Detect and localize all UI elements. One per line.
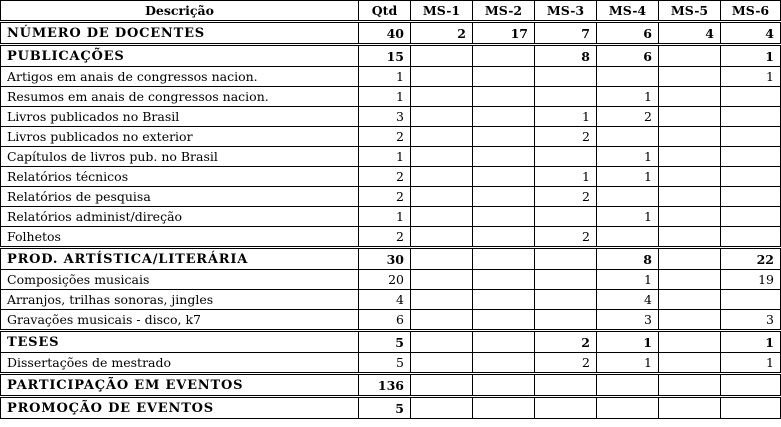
row-label: Composições musicais [1, 270, 359, 290]
section-value-cell: 15 [359, 45, 411, 67]
row-value-cell [473, 310, 535, 331]
row-value-cell [473, 147, 535, 167]
row-value-cell [721, 107, 781, 127]
section-value-cell: 4 [721, 22, 781, 45]
row-label: Dissertações de mestrado [1, 353, 359, 374]
row-value-cell: 1 [597, 353, 659, 374]
row-value-cell: 1 [359, 67, 411, 87]
row-value-cell [473, 87, 535, 107]
row-value-cell: 2 [597, 107, 659, 127]
section-value-cell: 6 [597, 45, 659, 67]
column-header: MS-1 [411, 1, 473, 22]
row-value-cell: 2 [359, 187, 411, 207]
section-value-cell [721, 397, 781, 419]
row-value-cell [721, 87, 781, 107]
row-value-cell: 1 [359, 87, 411, 107]
row-value-cell [659, 187, 721, 207]
row-value-cell [659, 127, 721, 147]
row-value-cell: 19 [721, 270, 781, 290]
row-value-cell: 3 [597, 310, 659, 331]
row-value-cell [473, 67, 535, 87]
row-value-cell: 1 [597, 207, 659, 227]
table-row [1, 127, 781, 147]
table-row [1, 227, 781, 248]
row-value-cell [535, 270, 597, 290]
row-value-cell [473, 290, 535, 310]
row-label: Arranjos, trilhas sonoras, jingles [1, 290, 359, 310]
column-header: Qtd [359, 1, 411, 22]
section-value-cell: 7 [535, 22, 597, 45]
table-row [1, 353, 781, 374]
row-value-cell: 1 [535, 107, 597, 127]
section-row [1, 374, 781, 397]
section-value-cell: 1 [721, 45, 781, 67]
row-value-cell [659, 167, 721, 187]
section-title: NÚMERO DE DOCENTES [1, 22, 359, 45]
row-value-cell: 6 [359, 310, 411, 331]
section-value-cell [535, 397, 597, 419]
table-row [1, 167, 781, 187]
section-row [1, 331, 781, 353]
row-value-cell [411, 67, 473, 87]
section-value-cell [473, 331, 535, 353]
row-value-cell [659, 310, 721, 331]
section-value-cell: 17 [473, 22, 535, 45]
row-value-cell [411, 107, 473, 127]
section-value-cell [473, 374, 535, 397]
row-value-cell: 2 [535, 127, 597, 147]
section-row [1, 45, 781, 67]
row-value-cell [411, 227, 473, 248]
row-value-cell [411, 353, 473, 374]
row-value-cell [721, 147, 781, 167]
section-value-cell [659, 248, 721, 270]
row-value-cell [659, 207, 721, 227]
row-value-cell [411, 127, 473, 147]
row-value-cell [721, 290, 781, 310]
row-label: Gravações musicais - disco, k7 [1, 310, 359, 331]
section-value-cell: 30 [359, 248, 411, 270]
row-value-cell [535, 67, 597, 87]
section-value-cell: 6 [597, 22, 659, 45]
section-value-cell: 4 [659, 22, 721, 45]
row-value-cell [659, 67, 721, 87]
section-value-cell [597, 374, 659, 397]
section-row [1, 397, 781, 419]
row-value-cell: 4 [359, 290, 411, 310]
row-label: Capítulos de livros pub. no Brasil [1, 147, 359, 167]
row-value-cell: 1 [597, 167, 659, 187]
section-title: PUBLICAÇÕES [1, 45, 359, 67]
section-value-cell [721, 374, 781, 397]
row-value-cell: 2 [535, 187, 597, 207]
column-header: MS-6 [721, 1, 781, 22]
section-value-cell: 2 [411, 22, 473, 45]
row-value-cell [721, 127, 781, 147]
column-header: MS-2 [473, 1, 535, 22]
row-value-cell [473, 227, 535, 248]
row-value-cell: 1 [721, 353, 781, 374]
row-value-cell: 1 [597, 270, 659, 290]
section-row [1, 248, 781, 270]
table-row [1, 107, 781, 127]
row-value-cell [411, 290, 473, 310]
row-value-cell: 5 [359, 353, 411, 374]
table-row [1, 147, 781, 167]
row-value-cell: 20 [359, 270, 411, 290]
row-value-cell [597, 187, 659, 207]
section-value-cell: 5 [359, 331, 411, 353]
row-label: Relatórios administ/direção [1, 207, 359, 227]
row-label: Resumos em anais de congressos nacion. [1, 87, 359, 107]
section-value-cell [659, 45, 721, 67]
row-value-cell: 2 [359, 127, 411, 147]
row-value-cell [597, 127, 659, 147]
section-value-cell [597, 397, 659, 419]
table-row [1, 310, 781, 331]
row-label: Livros publicados no exterior [1, 127, 359, 147]
row-value-cell [473, 127, 535, 147]
row-value-cell [473, 107, 535, 127]
row-value-cell: 1 [359, 207, 411, 227]
row-value-cell [535, 207, 597, 227]
row-label: Relatórios de pesquisa [1, 187, 359, 207]
column-header: MS-3 [535, 1, 597, 22]
section-value-cell: 5 [359, 397, 411, 419]
row-value-cell [721, 167, 781, 187]
section-title: TESES [1, 331, 359, 353]
section-value-cell [473, 397, 535, 419]
row-value-cell [659, 270, 721, 290]
row-value-cell: 2 [535, 227, 597, 248]
table-row [1, 187, 781, 207]
row-value-cell [659, 107, 721, 127]
row-value-cell [411, 270, 473, 290]
row-value-cell [535, 290, 597, 310]
column-header: Descrição [1, 1, 359, 22]
section-value-cell [411, 248, 473, 270]
section-value-cell: 2 [535, 331, 597, 353]
row-value-cell [473, 187, 535, 207]
row-label: Artigos em anais de congressos nacion. [1, 67, 359, 87]
table-row [1, 270, 781, 290]
column-header: MS-5 [659, 1, 721, 22]
row-value-cell [411, 167, 473, 187]
section-value-cell [473, 45, 535, 67]
section-value-cell [411, 331, 473, 353]
section-title: PROMOÇÃO DE EVENTOS [1, 397, 359, 419]
row-value-cell [535, 87, 597, 107]
row-value-cell [597, 67, 659, 87]
table-row [1, 67, 781, 87]
row-value-cell [659, 147, 721, 167]
table-row [1, 290, 781, 310]
row-label: Livros publicados no Brasil [1, 107, 359, 127]
section-value-cell [535, 374, 597, 397]
row-value-cell [411, 87, 473, 107]
section-value-cell [411, 45, 473, 67]
row-value-cell: 1 [597, 147, 659, 167]
section-value-cell: 22 [721, 248, 781, 270]
table-row [1, 207, 781, 227]
section-value-cell: 40 [359, 22, 411, 45]
column-header: MS-4 [597, 1, 659, 22]
row-value-cell [473, 207, 535, 227]
section-value-cell: 136 [359, 374, 411, 397]
row-value-cell [411, 310, 473, 331]
row-value-cell [473, 353, 535, 374]
row-value-cell [411, 147, 473, 167]
row-value-cell [535, 147, 597, 167]
section-value-cell [411, 397, 473, 419]
row-value-cell [535, 310, 597, 331]
row-value-cell [597, 227, 659, 248]
row-value-cell [721, 187, 781, 207]
row-value-cell [721, 227, 781, 248]
row-label: Relatórios técnicos [1, 167, 359, 187]
header-row [1, 1, 781, 22]
row-value-cell: 2 [359, 227, 411, 248]
row-value-cell [659, 87, 721, 107]
section-row [1, 22, 781, 45]
row-value-cell: 1 [359, 147, 411, 167]
row-label: Folhetos [1, 227, 359, 248]
row-value-cell [659, 353, 721, 374]
row-value-cell: 3 [721, 310, 781, 331]
row-value-cell: 2 [535, 353, 597, 374]
row-value-cell [411, 187, 473, 207]
table-body [1, 22, 781, 419]
section-value-cell [535, 248, 597, 270]
section-value-cell [659, 397, 721, 419]
row-value-cell [411, 207, 473, 227]
section-title: PROD. ARTÍSTICA/LITERÁRIA [1, 248, 359, 270]
table-row [1, 87, 781, 107]
row-value-cell: 4 [597, 290, 659, 310]
row-value-cell [473, 270, 535, 290]
section-value-cell [473, 248, 535, 270]
row-value-cell: 2 [359, 167, 411, 187]
row-value-cell [659, 290, 721, 310]
section-value-cell: 1 [597, 331, 659, 353]
section-value-cell [659, 331, 721, 353]
row-value-cell: 1 [535, 167, 597, 187]
section-value-cell: 8 [597, 248, 659, 270]
section-value-cell [411, 374, 473, 397]
row-value-cell: 3 [359, 107, 411, 127]
section-title: PARTICIPAÇÃO EM EVENTOS [1, 374, 359, 397]
row-value-cell [721, 207, 781, 227]
row-value-cell [659, 227, 721, 248]
row-value-cell [473, 167, 535, 187]
row-value-cell: 1 [721, 67, 781, 87]
section-value-cell: 8 [535, 45, 597, 67]
row-value-cell: 1 [597, 87, 659, 107]
section-value-cell: 1 [721, 331, 781, 353]
section-value-cell [659, 374, 721, 397]
